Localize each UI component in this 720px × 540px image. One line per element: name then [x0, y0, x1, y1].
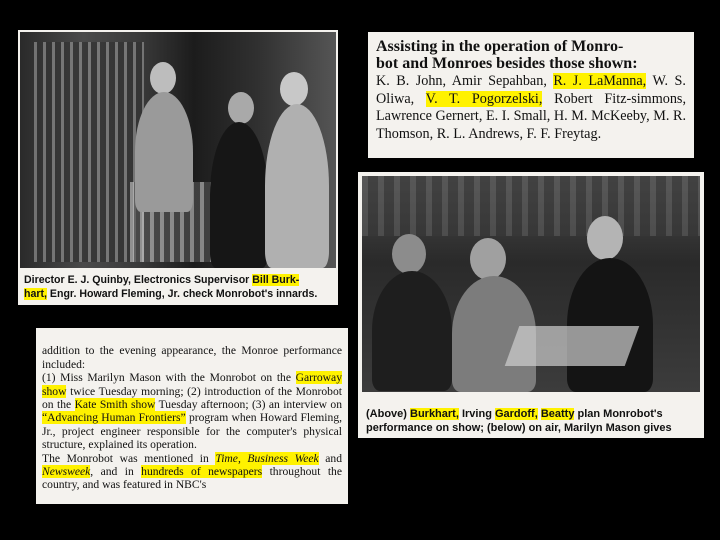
body-part: and — [318, 451, 342, 465]
caption-highlight: Beatty — [540, 408, 575, 420]
names-part: Robert Fitz-simmons, Lawrence Gernert, E. I. Small, H. M. McKeeby, M. R. Thomson, R. L. Andrews, F. F. Freytag. — [376, 90, 687, 142]
person-burkhart-body — [210, 122, 268, 268]
person-1-body — [372, 271, 452, 391]
clip-bottom-right — [358, 172, 704, 438]
body-highlight: Time, Business Week — [215, 451, 319, 465]
person-1-head — [392, 234, 426, 274]
caption-highlight: hart, — [24, 287, 47, 300]
photo-planning-performance — [362, 176, 700, 392]
body-part: The Monrobot was mentioned in — [42, 451, 209, 465]
photo-monrobot-innards — [20, 32, 336, 268]
clip-top-left — [18, 30, 338, 305]
caption-highlight: Burkhart, — [410, 408, 459, 420]
person-fleming-head — [280, 72, 308, 106]
names-highlight: R. J. LaManna, — [553, 73, 647, 89]
caption-part: plan Monrobot's performance on show; (below) on air, Marilyn Mason gives — [366, 408, 672, 434]
person-quinby-head — [150, 62, 176, 94]
person-2-head — [470, 238, 506, 280]
body-highlight: Kate Smith show — [74, 398, 156, 412]
heading-assisting — [376, 38, 686, 72]
body-part: program when Howard Fleming, Jr., project engineer responsible for the computer's physical structure, explained its operation. — [42, 411, 343, 452]
body-highlight: “Advancing Human Frontiers” — [42, 411, 186, 425]
body-part: , and in — [90, 465, 142, 479]
names-highlight: V. T. Pogorzelski, — [425, 90, 543, 107]
caption-part: (Above) — [366, 408, 410, 420]
person-3-head — [587, 216, 623, 260]
names-part: K. B. John, Amir Sepahban, — [376, 73, 554, 89]
caption-bottom-right — [366, 407, 702, 435]
body-highlight: Garroway show — [42, 371, 342, 398]
caption-part: Director E. J. Quinby, Electronics Supervisor — [24, 274, 253, 286]
person-quinby-body — [135, 92, 193, 212]
person-burkhart-head — [228, 92, 254, 124]
background-shelves — [362, 176, 700, 236]
body-part: throughout the country, and was featured in NBC's — [42, 465, 343, 492]
body-part: (1) Miss Marilyn Mason with the Monrobot on the — [42, 371, 291, 385]
caption-part: Irving — [458, 408, 495, 420]
clip-bottom-left — [36, 328, 348, 504]
body-part: twice Tuesday morning; (2) introduction of the Monrobot on the — [42, 384, 342, 412]
performance-paragraph — [42, 331, 342, 492]
caption-highlight: Gardoff, — [494, 408, 538, 420]
caption-top-left — [24, 274, 334, 301]
caption-highlight: Bill Burk- — [252, 274, 300, 286]
heading-line-2: bot and Monroes besides those shown: — [376, 55, 638, 72]
body-highlight: hundreds of newspapers — [141, 465, 263, 479]
table-papers — [505, 326, 640, 366]
machine-rack — [34, 42, 144, 262]
person-3-body — [567, 258, 653, 392]
names-part: W. S. Oliwa, — [376, 73, 686, 107]
clip-top-right — [368, 32, 694, 158]
caption-part: Engr. Howard Fleming, Jr. check Monrobot's innards. — [46, 287, 318, 300]
body-part: Tuesday afternoon; (3) an interview on — [155, 398, 342, 412]
body-part: addition to the evening appearance, the Monroe performance included: — [42, 344, 342, 371]
heading-line-1: Assisting in the operation of Monro- — [376, 38, 624, 55]
body-highlight: Newsweek — [42, 465, 91, 479]
person-fleming-body — [265, 104, 329, 268]
names-paragraph — [376, 73, 686, 143]
